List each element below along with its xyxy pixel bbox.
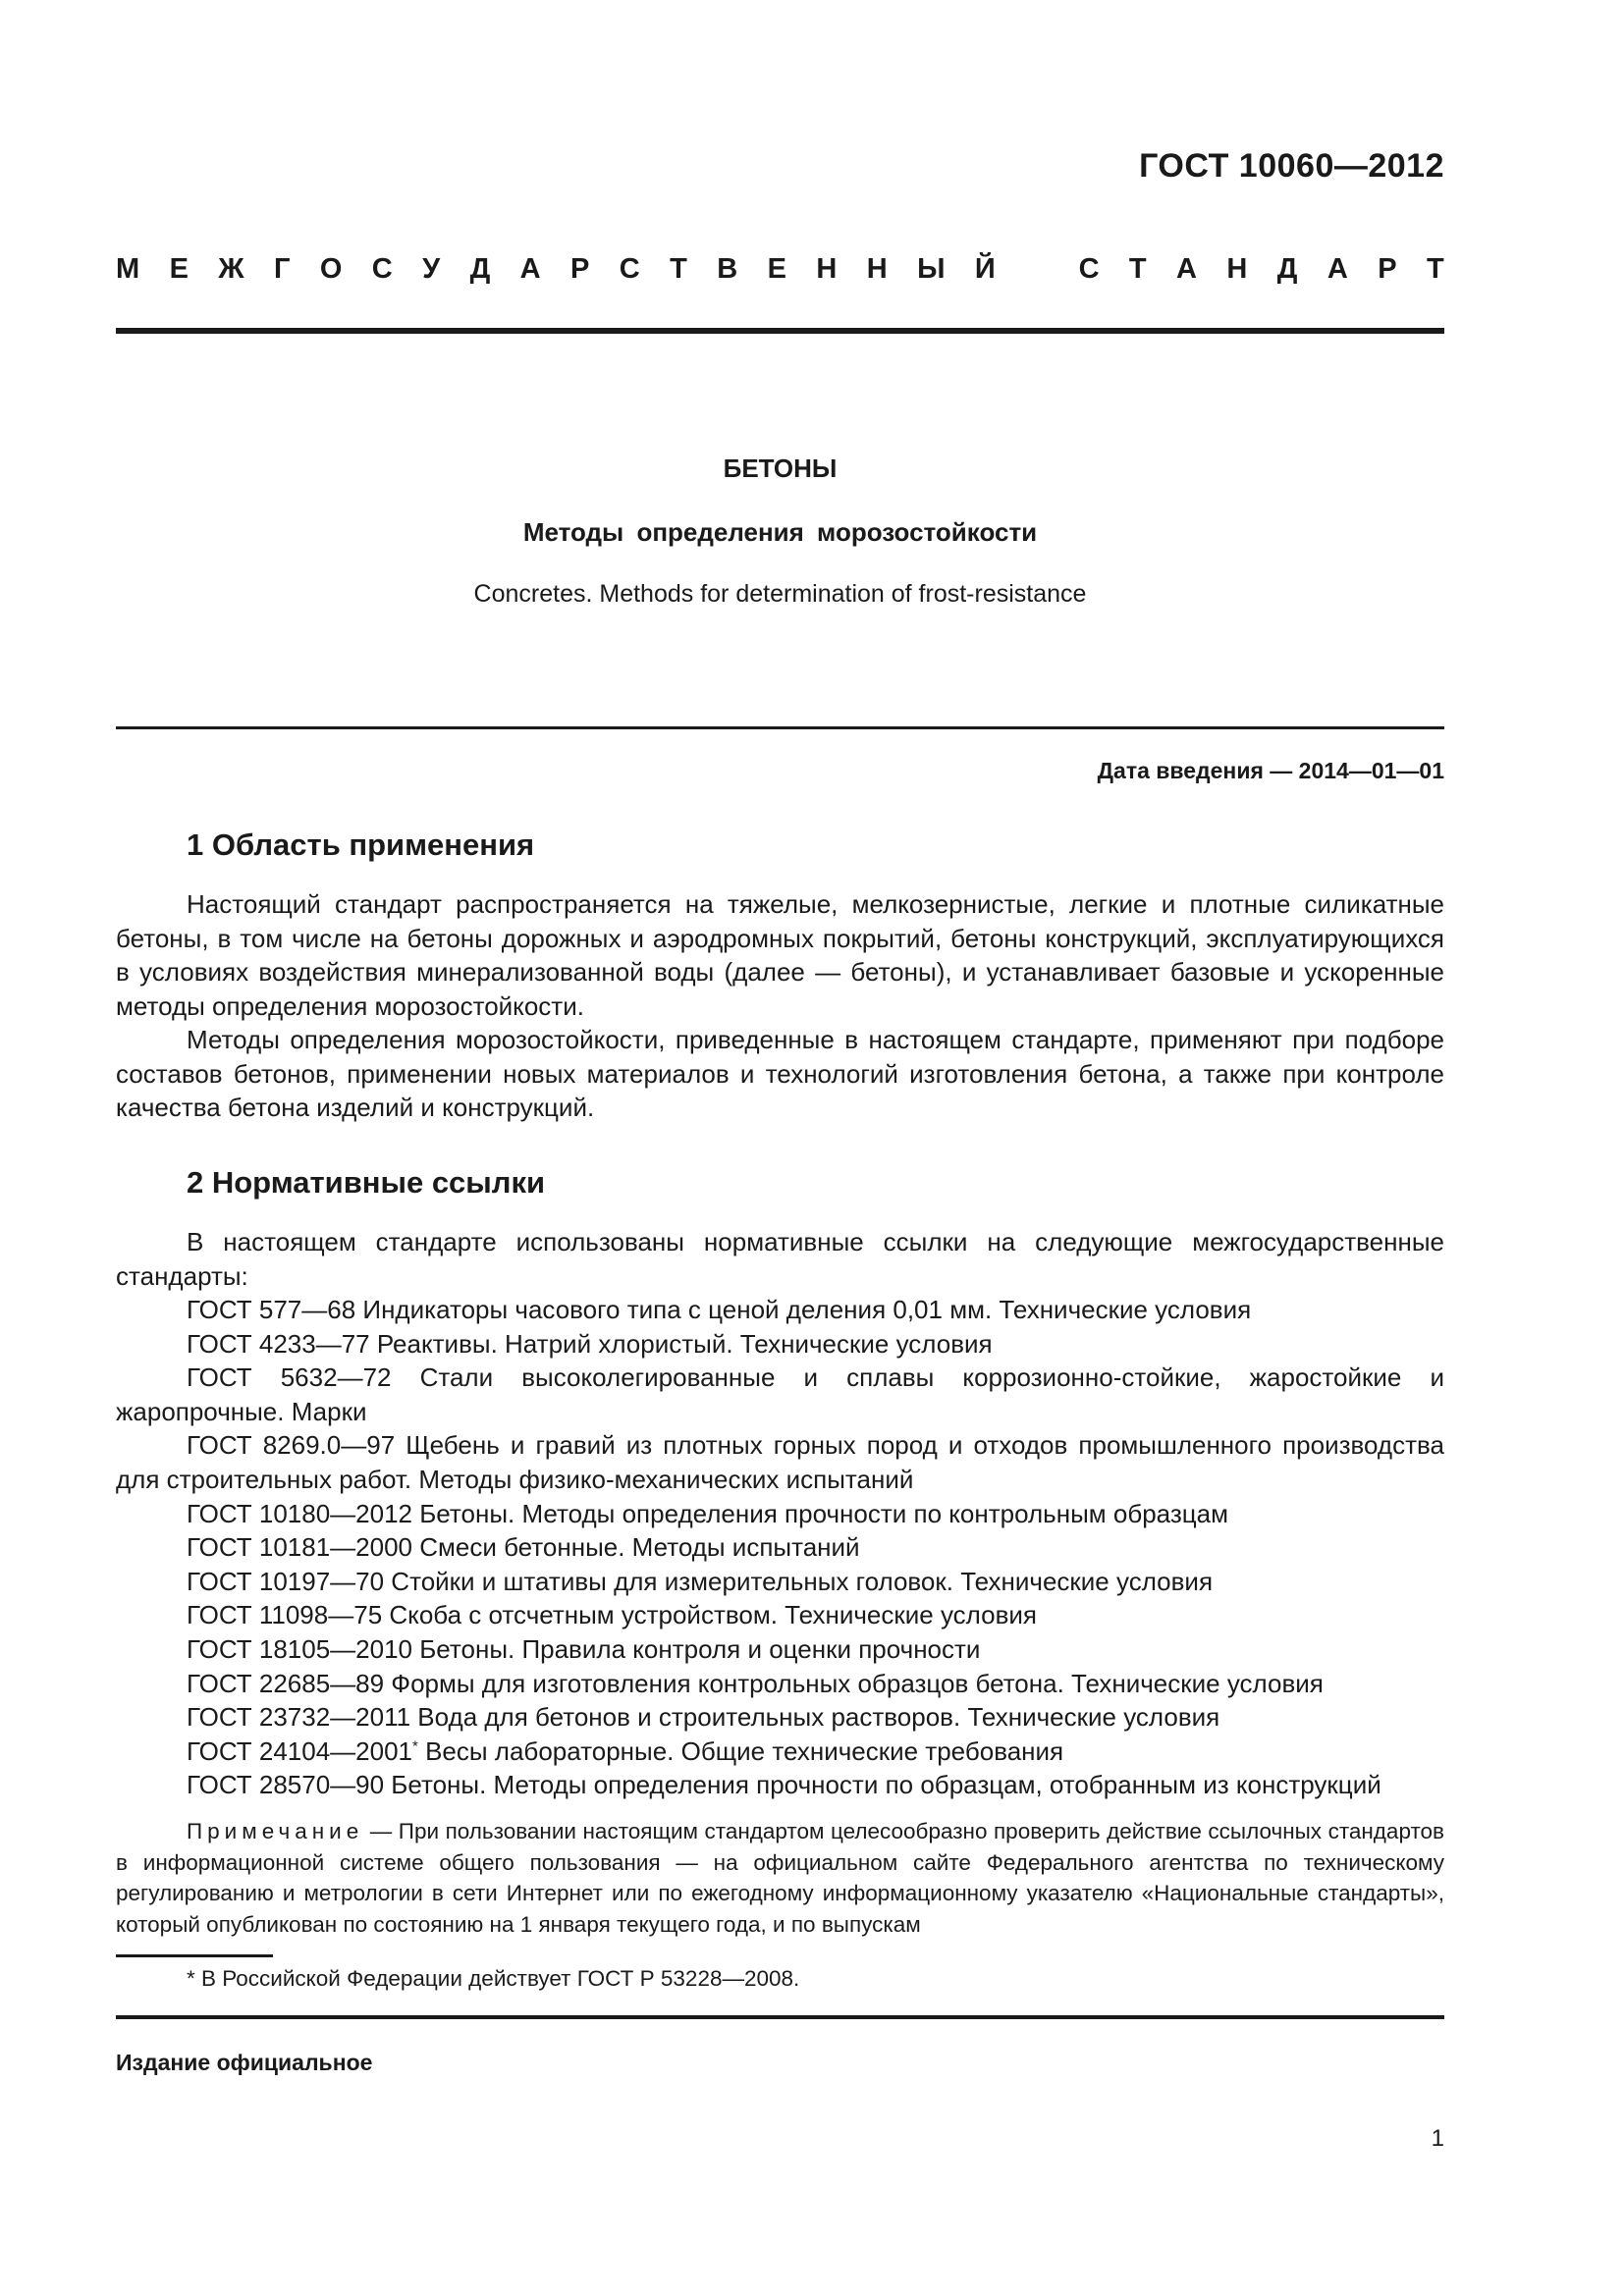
banner-letter: Н bbox=[1226, 253, 1248, 285]
banner-letter: О bbox=[319, 253, 343, 285]
reference-item: ГОСТ 22685—89 Формы для изготовления контрольных образцов бетона. Технические условия bbox=[187, 1668, 1324, 1698]
introduction-date: Дата введения — 2014—01—01 bbox=[1097, 758, 1444, 783]
banner-letter: А bbox=[1326, 253, 1348, 285]
section-2-intro-text: В настоящем стандарте использованы нормативные ссылки на следующие межгосударственные стандарты: bbox=[116, 1227, 1444, 1291]
standard-type-banner bbox=[116, 253, 1444, 286]
note bbox=[116, 1816, 1444, 1940]
banner-word-gap bbox=[1025, 253, 1049, 286]
banner-letter: Ж bbox=[218, 253, 244, 285]
banner-letter: М bbox=[116, 253, 140, 285]
reference-item: ГОСТ 23732—2011 Вода для бетонов и строительных растворов. Технические условия bbox=[187, 1702, 1220, 1733]
banner-letter: У bbox=[422, 253, 441, 285]
banner-letter: Д bbox=[469, 253, 491, 285]
banner-letter: Т bbox=[1426, 253, 1444, 285]
banner-letter: С bbox=[619, 253, 640, 285]
banner-letter: С bbox=[1078, 253, 1100, 285]
edition-label: Издание официальное bbox=[116, 2050, 373, 2075]
reference-item: ГОСТ 18105—2010 Бетоны. Правила контроля и оценки прочности bbox=[187, 1633, 981, 1664]
banner-letter: Д bbox=[1276, 253, 1298, 285]
reference-item: ГОСТ 11098—75 Скоба с отсчетным устройством. Технические условия bbox=[187, 1600, 1037, 1630]
banner-letter: А bbox=[519, 253, 541, 285]
footer-rule bbox=[116, 2015, 1444, 2019]
banner-letter: Т bbox=[670, 253, 687, 285]
banner-letter: Н bbox=[816, 253, 838, 285]
section-2-intro bbox=[116, 1225, 1444, 1293]
footnote-rule bbox=[116, 1954, 273, 1957]
banner-letter: Ы bbox=[917, 253, 946, 285]
banner-letter: Е bbox=[169, 253, 189, 285]
reference-item: ГОСТ 10181—2000 Смеси бетонные. Методы испытаний bbox=[187, 1532, 860, 1563]
banner-letter: А bbox=[1176, 253, 1197, 285]
section-1-paragraph-2-text: Методы определения морозостойкости, приведенные в настоящем стандарте, применяют при подборе составов бетонов, применении новых материалов и технологий изготовления бетона, а также при контроле качества бетона изделий и конструкций. bbox=[116, 1025, 1444, 1122]
section-1-paragraph-1 bbox=[116, 887, 1444, 1023]
section-1-paragraph-2 bbox=[116, 1023, 1444, 1125]
reference-item: ГОСТ 8269.0—97 Щебень и гравий из плотных горных пород и отходов промышленного производства для строительных работ. Методы физико-механических испытаний bbox=[116, 1430, 1444, 1494]
title-rule bbox=[116, 726, 1444, 729]
footnote: * В Российской Федерации действует ГОСТ Р 53228—2008. bbox=[187, 1966, 800, 1991]
reference-item: ГОСТ 10197—70 Стойки и штативы для измерительных головок. Технические условия bbox=[187, 1566, 1214, 1596]
banner-letter: Й bbox=[974, 253, 996, 285]
banner-letter: С bbox=[371, 253, 393, 285]
reference-item: ГОСТ 10180—2012 Бетоны. Методы определения прочности по контрольным образцам bbox=[187, 1498, 1228, 1528]
document-subtitle: Методы определения морозостойкости bbox=[522, 517, 1038, 547]
section-2-heading: 2 Нормативные ссылки bbox=[187, 1165, 546, 1200]
banner-letter: Н bbox=[866, 253, 888, 285]
reference-item: ГОСТ 28570—90 Бетоны. Методы определения прочности по образцам, отобранным из конструкций bbox=[187, 1770, 1381, 1800]
page-number: 1 bbox=[1431, 2125, 1444, 2152]
reference-item: ГОСТ 577—68 Индикаторы часового типа с ценой деления 0,01 мм. Технические условия bbox=[187, 1295, 1252, 1324]
reference-item bbox=[116, 1735, 1444, 1769]
reference-item: ГОСТ 5632—72 Стали высоколегированные и сплавы коррозионно-стойкие, жаростойкие и жаропрочные. Марки bbox=[116, 1362, 1444, 1426]
standard-designation: ГОСТ 10060—2012 bbox=[1139, 147, 1444, 185]
banner-letter: Т bbox=[1128, 253, 1147, 285]
normative-references-list bbox=[116, 1293, 1444, 1802]
footnote-marker: * bbox=[412, 1737, 418, 1755]
document-title: БЕТОНЫ bbox=[723, 454, 838, 483]
reference-code: ГОСТ 24104—2001 bbox=[187, 1735, 413, 1766]
banner-letter: В bbox=[717, 253, 738, 285]
banner-letter: Р bbox=[1378, 253, 1397, 285]
section-1-heading: 1 Область применения bbox=[187, 828, 535, 862]
note-label: Примечание bbox=[187, 1819, 364, 1843]
reference-item: ГОСТ 4233—77 Реактивы. Натрий хлористый. Технические условия bbox=[187, 1328, 993, 1359]
reference-title: Весы лабораторные. Общие технические требования bbox=[417, 1735, 1064, 1766]
banner-letter: Г bbox=[273, 253, 291, 285]
section-1-paragraph-1-text: Настоящий стандарт распространяется на тяжелые, мелкозернистые, легкие и плотные силикатные бетоны, в том числе на бетоны дорожных и аэродромных покрытий, бетоны конструкций, эксплуатирующихся в условиях воздействия минерализованной воды (далее — бетоны), и устанавливает базовые и ускоренные методы определения морозостойкости. bbox=[116, 889, 1444, 1021]
banner-letter: Е bbox=[767, 253, 786, 285]
header-rule bbox=[116, 328, 1444, 334]
banner-letter: Р bbox=[570, 253, 590, 285]
document-title-english: Concretes. Methods for determination of frost-resistance bbox=[473, 580, 1087, 608]
note-text: — При пользовании настоящим стандартом целесообразно проверить действие ссылочных стандартов в информационной системе общего пользования — на официальном сайте Федерального агентства по техническому регулированию и метрологии в сети Интернет или по ежегодному информационному указателю «Национальные стандарты», который опубликован по состоянию на 1 января текущего года, и по выпускам bbox=[116, 1819, 1444, 1937]
